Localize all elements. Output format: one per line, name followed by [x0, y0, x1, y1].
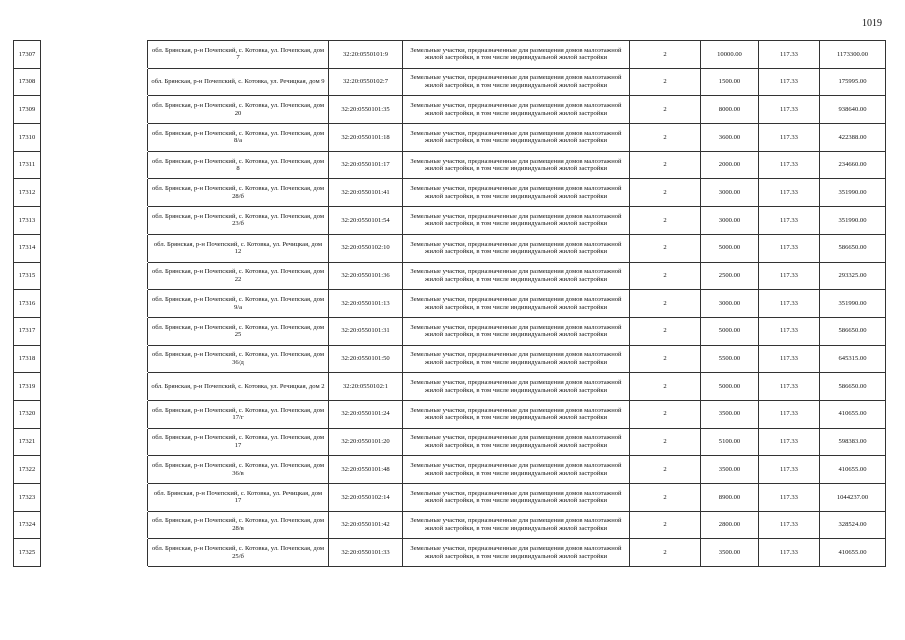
category-cell: 2 [630, 400, 701, 428]
address-cell: обл. Брянская, р-н Почепский, с. Котовка, ул. Почепская, дом 22 [148, 262, 329, 290]
area-cell: 2000.00 [701, 151, 759, 179]
category-cell: 2 [630, 290, 701, 318]
table-row [14, 96, 886, 124]
spacer-cell [41, 428, 148, 456]
cadastral-value-cell: 422388.00 [820, 124, 886, 152]
cadastral-number-cell: 32:20:0550101:42 [329, 511, 403, 539]
cadastral-number-cell: 32:20:0550101:31 [329, 317, 403, 345]
cadastral-value-cell: 586650.00 [820, 373, 886, 401]
row-number: 17313 [14, 207, 41, 235]
address-cell: обл. Брянская, р-н Почепский, с. Котовка, ул. Почепская, дом 36/в [148, 456, 329, 484]
land-use-cell: Земельные участки, предназначенные для размещения домов малоэтажной жилой застройки, в том числе индивидуальной жилой застройки [403, 234, 630, 262]
area-cell: 3500.00 [701, 400, 759, 428]
area-cell: 5000.00 [701, 317, 759, 345]
table-row [14, 179, 886, 207]
cadastral-number-cell: 32:20:0550101:54 [329, 207, 403, 235]
spacer-cell [41, 207, 148, 235]
row-number: 17314 [14, 234, 41, 262]
area-cell: 3500.00 [701, 456, 759, 484]
spacer-cell [41, 511, 148, 539]
area-cell: 5100.00 [701, 428, 759, 456]
area-cell: 1500.00 [701, 68, 759, 96]
spacer-cell [41, 96, 148, 124]
land-use-cell: Земельные участки, предназначенные для размещения домов малоэтажной жилой застройки, в том числе индивидуальной жилой застройки [403, 96, 630, 124]
rate-cell: 117.33 [759, 345, 820, 373]
spacer-cell [41, 151, 148, 179]
table-row [14, 539, 886, 567]
row-number: 17308 [14, 68, 41, 96]
address-cell: обл. Брянская, р-н Почепский, с. Котовка, ул. Почепская, дом 28/в [148, 511, 329, 539]
rate-cell: 117.33 [759, 290, 820, 318]
cadastral-number-cell: 32:20:0550101:24 [329, 400, 403, 428]
land-use-cell: Земельные участки, предназначенные для размещения домов малоэтажной жилой застройки, в том числе индивидуальной жилой застройки [403, 179, 630, 207]
row-number: 17317 [14, 317, 41, 345]
table-row [14, 41, 886, 69]
category-cell: 2 [630, 511, 701, 539]
rate-cell: 117.33 [759, 262, 820, 290]
cadastral-number-cell: 32:20:0550101:41 [329, 179, 403, 207]
address-cell: обл. Брянская, р-н Почепский, с. Котовка, ул. Почепская, дом 8/а [148, 124, 329, 152]
table-row [14, 151, 886, 179]
row-number: 17325 [14, 539, 41, 567]
rate-cell: 117.33 [759, 68, 820, 96]
row-number: 17309 [14, 96, 41, 124]
land-use-cell: Земельные участки, предназначенные для размещения домов малоэтажной жилой застройки, в том числе индивидуальной жилой застройки [403, 456, 630, 484]
row-number: 17312 [14, 179, 41, 207]
category-cell: 2 [630, 234, 701, 262]
address-cell: обл. Брянская, р-н Почепский, с. Котовка, ул. Речицкая, дом 12 [148, 234, 329, 262]
rate-cell: 117.33 [759, 511, 820, 539]
cadastral-number-cell: 32:20:0550101:13 [329, 290, 403, 318]
table-row [14, 456, 886, 484]
rate-cell: 117.33 [759, 373, 820, 401]
land-use-cell: Земельные участки, предназначенные для размещения домов малоэтажной жилой застройки, в том числе индивидуальной жилой застройки [403, 317, 630, 345]
spacer-cell [41, 41, 148, 69]
area-cell: 3600.00 [701, 124, 759, 152]
address-cell: обл. Брянская, р-н Почепский, с. Котовка, ул. Почепская, дом 25/б [148, 539, 329, 567]
cadastral-number-cell: 32:20:0550101:20 [329, 428, 403, 456]
category-cell: 2 [630, 373, 701, 401]
area-cell: 10000.00 [701, 41, 759, 69]
category-cell: 2 [630, 428, 701, 456]
category-cell: 2 [630, 41, 701, 69]
cadastral-number-cell: 32:20:0550101:18 [329, 124, 403, 152]
cadastral-value-cell: 938640.00 [820, 96, 886, 124]
address-cell: обл. Брянская, р-н Почепский, с. Котовка, ул. Почепская, дом 28/б [148, 179, 329, 207]
address-cell: обл. Брянская, р-н Почепский, с. Котовка, ул. Почепская, дом 7 [148, 41, 329, 69]
land-use-cell: Земельные участки, предназначенные для размещения домов малоэтажной жилой застройки, в том числе индивидуальной жилой застройки [403, 41, 630, 69]
row-number: 17324 [14, 511, 41, 539]
address-cell: обл. Брянская, р-н Почепский, с. Котовка, ул. Речицкая, дом 2 [148, 373, 329, 401]
category-cell: 2 [630, 68, 701, 96]
table-row [14, 428, 886, 456]
address-cell: обл. Брянская, р-н Почепский, с. Котовка, ул. Почепская, дом 17 [148, 428, 329, 456]
rate-cell: 117.33 [759, 151, 820, 179]
rate-cell: 117.33 [759, 317, 820, 345]
land-use-cell: Земельные участки, предназначенные для размещения домов малоэтажной жилой застройки, в том числе индивидуальной жилой застройки [403, 511, 630, 539]
address-cell: обл. Брянская, р-н Почепский, с. Котовка, ул. Речицкая, дом 17 [148, 484, 329, 512]
cadastral-value-cell: 645315.00 [820, 345, 886, 373]
address-cell: обл. Брянская, р-н Почепский, с. Котовка, ул. Почепская, дом 17/г [148, 400, 329, 428]
category-cell: 2 [630, 96, 701, 124]
address-cell: обл. Брянская, р-н Почепский, с. Котовка, ул. Почепская, дом 9/а [148, 290, 329, 318]
cadastral-number-cell: 32:20:0550101:35 [329, 96, 403, 124]
area-cell: 5500.00 [701, 345, 759, 373]
land-use-cell: Земельные участки, предназначенные для размещения домов малоэтажной жилой застройки, в том числе индивидуальной жилой застройки [403, 207, 630, 235]
address-cell: обл. Брянская, р-н Почепский, с. Котовка, ул. Речицкая, дом 9 [148, 68, 329, 96]
cadastral-number-cell: 32:20:0550102:1 [329, 373, 403, 401]
address-cell: обл. Брянская, р-н Почепский, с. Котовка, ул. Почепская, дом 36/д [148, 345, 329, 373]
land-use-cell: Земельные участки, предназначенные для размещения домов малоэтажной жилой застройки, в том числе индивидуальной жилой застройки [403, 151, 630, 179]
cadastral-number-cell: 32:20:0550101:9 [329, 41, 403, 69]
cadastral-value-cell: 586650.00 [820, 317, 886, 345]
table-row [14, 234, 886, 262]
land-use-cell: Земельные участки, предназначенные для размещения домов малоэтажной жилой застройки, в том числе индивидуальной жилой застройки [403, 262, 630, 290]
cadastral-number-cell: 32:20:0550101:48 [329, 456, 403, 484]
land-use-cell: Земельные участки, предназначенные для размещения домов малоэтажной жилой застройки, в том числе индивидуальной жилой застройки [403, 400, 630, 428]
cadastral-value-cell: 586650.00 [820, 234, 886, 262]
address-cell: обл. Брянская, р-н Почепский, с. Котовка, ул. Почепская, дом 20 [148, 96, 329, 124]
area-cell: 2800.00 [701, 511, 759, 539]
spacer-cell [41, 179, 148, 207]
category-cell: 2 [630, 345, 701, 373]
table-row [14, 207, 886, 235]
table-row [14, 68, 886, 96]
table-row [14, 345, 886, 373]
table-row [14, 484, 886, 512]
spacer-cell [41, 68, 148, 96]
cadastral-number-cell: 32:20:0550102:10 [329, 234, 403, 262]
rate-cell: 117.33 [759, 124, 820, 152]
land-use-cell: Земельные участки, предназначенные для размещения домов малоэтажной жилой застройки, в том числе индивидуальной жилой застройки [403, 539, 630, 567]
land-use-cell: Земельные участки, предназначенные для размещения домов малоэтажной жилой застройки, в том числе индивидуальной жилой застройки [403, 428, 630, 456]
cadastral-number-cell: 32:20:0550101:33 [329, 539, 403, 567]
row-number: 17315 [14, 262, 41, 290]
cadastral-value-cell: 1044237.00 [820, 484, 886, 512]
rate-cell: 117.33 [759, 400, 820, 428]
cadastral-value-cell: 410655.00 [820, 400, 886, 428]
spacer-cell [41, 484, 148, 512]
cadastral-number-cell: 32:20:0550101:36 [329, 262, 403, 290]
row-number: 17310 [14, 124, 41, 152]
area-cell: 8000.00 [701, 96, 759, 124]
spacer-cell [41, 456, 148, 484]
cadastral-number-cell: 32:20:0550101:50 [329, 345, 403, 373]
spacer-cell [41, 400, 148, 428]
cadastral-value-cell: 175995.00 [820, 68, 886, 96]
category-cell: 2 [630, 124, 701, 152]
category-cell: 2 [630, 456, 701, 484]
row-number: 17316 [14, 290, 41, 318]
row-number: 17311 [14, 151, 41, 179]
rate-cell: 117.33 [759, 484, 820, 512]
cadastral-value-cell: 1173300.00 [820, 41, 886, 69]
cadastral-number-cell: 32:20:0550102:14 [329, 484, 403, 512]
address-cell: обл. Брянская, р-н Почепский, с. Котовка, ул. Почепская, дом 8 [148, 151, 329, 179]
table-body [14, 41, 886, 567]
row-number: 17318 [14, 345, 41, 373]
cadastral-value-cell: 351990.00 [820, 207, 886, 235]
cadastral-value-cell: 351990.00 [820, 179, 886, 207]
cadastral-value-cell: 351990.00 [820, 290, 886, 318]
land-use-cell: Земельные участки, предназначенные для размещения домов малоэтажной жилой застройки, в том числе индивидуальной жилой застройки [403, 68, 630, 96]
area-cell: 5000.00 [701, 234, 759, 262]
spacer-cell [41, 373, 148, 401]
rate-cell: 117.33 [759, 179, 820, 207]
spacer-cell [41, 317, 148, 345]
land-use-cell: Земельные участки, предназначенные для размещения домов малоэтажной жилой застройки, в том числе индивидуальной жилой застройки [403, 373, 630, 401]
cadastral-value-cell: 234660.00 [820, 151, 886, 179]
cadastral-value-table [13, 40, 886, 567]
table-row [14, 124, 886, 152]
cadastral-value-cell: 328524.00 [820, 511, 886, 539]
spacer-cell [41, 234, 148, 262]
area-cell: 3500.00 [701, 539, 759, 567]
rate-cell: 117.33 [759, 539, 820, 567]
rate-cell: 117.33 [759, 41, 820, 69]
table-row [14, 400, 886, 428]
table-row [14, 511, 886, 539]
spacer-cell [41, 290, 148, 318]
row-number: 17307 [14, 41, 41, 69]
area-cell: 8900.00 [701, 484, 759, 512]
category-cell: 2 [630, 179, 701, 207]
cadastral-number-cell: 32:20:0550101:17 [329, 151, 403, 179]
land-use-cell: Земельные участки, предназначенные для размещения домов малоэтажной жилой застройки, в том числе индивидуальной жилой застройки [403, 124, 630, 152]
spacer-cell [41, 345, 148, 373]
category-cell: 2 [630, 262, 701, 290]
category-cell: 2 [630, 317, 701, 345]
row-number: 17319 [14, 373, 41, 401]
spacer-cell [41, 262, 148, 290]
cadastral-number-cell: 32:20:0550102:7 [329, 68, 403, 96]
address-cell: обл. Брянская, р-н Почепский, с. Котовка, ул. Почепская, дом 23/б [148, 207, 329, 235]
rate-cell: 117.33 [759, 428, 820, 456]
address-cell: обл. Брянская, р-н Почепский, с. Котовка, ул. Почепская, дом 25 [148, 317, 329, 345]
land-use-cell: Земельные участки, предназначенные для размещения домов малоэтажной жилой застройки, в том числе индивидуальной жилой застройки [403, 484, 630, 512]
cadastral-value-cell: 410655.00 [820, 539, 886, 567]
land-use-cell: Земельные участки, предназначенные для размещения домов малоэтажной жилой застройки, в том числе индивидуальной жилой застройки [403, 290, 630, 318]
row-number: 17320 [14, 400, 41, 428]
area-cell: 5000.00 [701, 373, 759, 401]
area-cell: 3000.00 [701, 207, 759, 235]
category-cell: 2 [630, 539, 701, 567]
cadastral-value-cell: 293325.00 [820, 262, 886, 290]
area-cell: 3000.00 [701, 179, 759, 207]
spacer-cell [41, 124, 148, 152]
table-row [14, 373, 886, 401]
rate-cell: 117.33 [759, 456, 820, 484]
category-cell: 2 [630, 151, 701, 179]
row-number: 17323 [14, 484, 41, 512]
spacer-cell [41, 539, 148, 567]
category-cell: 2 [630, 484, 701, 512]
table-row [14, 317, 886, 345]
rate-cell: 117.33 [759, 207, 820, 235]
row-number: 17321 [14, 428, 41, 456]
cadastral-value-cell: 410655.00 [820, 456, 886, 484]
area-cell: 3000.00 [701, 290, 759, 318]
area-cell: 2500.00 [701, 262, 759, 290]
rate-cell: 117.33 [759, 234, 820, 262]
table-row [14, 262, 886, 290]
table-row [14, 290, 886, 318]
row-number: 17322 [14, 456, 41, 484]
page-number: 1019 [862, 18, 882, 29]
rate-cell: 117.33 [759, 96, 820, 124]
category-cell: 2 [630, 207, 701, 235]
cadastral-value-cell: 598383.00 [820, 428, 886, 456]
land-use-cell: Земельные участки, предназначенные для размещения домов малоэтажной жилой застройки, в том числе индивидуальной жилой застройки [403, 345, 630, 373]
